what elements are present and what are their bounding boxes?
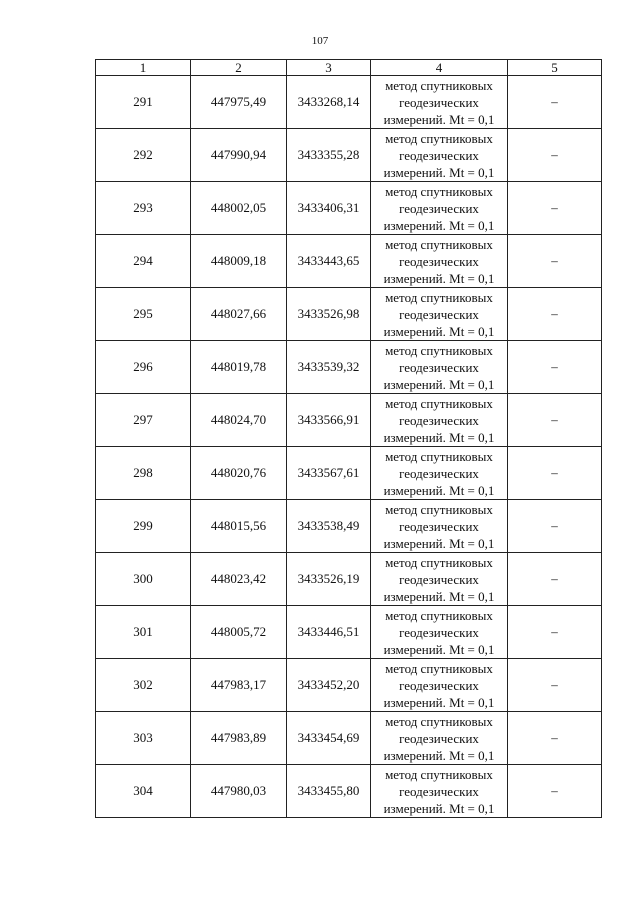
- method-line: метод спутниковых: [385, 766, 493, 782]
- method-cell: [371, 659, 508, 712]
- method-cell: [371, 129, 508, 182]
- point-number-cell: 292: [96, 129, 191, 182]
- method-line: измерений. Mt = 0,1: [383, 164, 495, 180]
- method-line: метод спутниковых: [385, 554, 493, 570]
- method-line: измерений. Mt = 0,1: [383, 800, 495, 816]
- method-cell: [371, 394, 508, 447]
- method-line: геодезических: [399, 94, 479, 110]
- table-row: [96, 288, 602, 341]
- method-line: измерений. Mt = 0,1: [383, 482, 495, 498]
- coordinate-y-cell: 3433539,32: [287, 341, 371, 394]
- coordinate-y-cell: 3433443,65: [287, 235, 371, 288]
- coordinate-x-cell: 448024,70: [191, 394, 287, 447]
- method-line: измерений. Mt = 0,1: [383, 747, 495, 763]
- table-row: [96, 606, 602, 659]
- coordinate-y-cell: 3433355,28: [287, 129, 371, 182]
- coordinate-x-cell: 448009,18: [191, 235, 287, 288]
- method-cell: [371, 288, 508, 341]
- method-cell: [371, 712, 508, 765]
- method-line: геодезических: [399, 465, 479, 481]
- note-cell: –: [508, 235, 602, 288]
- method-line: метод спутниковых: [385, 395, 493, 411]
- coordinate-x-cell: 448002,05: [191, 182, 287, 235]
- point-number-cell: 301: [96, 606, 191, 659]
- coordinate-y-cell: 3433526,98: [287, 288, 371, 341]
- method-line: измерений. Mt = 0,1: [383, 217, 495, 233]
- point-number-cell: 294: [96, 235, 191, 288]
- header-col-4: 4: [371, 60, 508, 76]
- method-line: геодезических: [399, 730, 479, 746]
- note-cell: –: [508, 76, 602, 129]
- table-header: [96, 60, 602, 76]
- method-line: метод спутниковых: [385, 130, 493, 146]
- method-line: метод спутниковых: [385, 342, 493, 358]
- method-line: метод спутниковых: [385, 448, 493, 464]
- note-cell: –: [508, 712, 602, 765]
- method-line: геодезических: [399, 147, 479, 163]
- table-row: [96, 447, 602, 500]
- method-line: геодезических: [399, 306, 479, 322]
- table-row: [96, 129, 602, 182]
- method-line: метод спутниковых: [385, 77, 493, 93]
- point-number-cell: 296: [96, 341, 191, 394]
- note-cell: –: [508, 288, 602, 341]
- coordinate-x-cell: 448005,72: [191, 606, 287, 659]
- method-line: геодезических: [399, 359, 479, 375]
- method-line: метод спутниковых: [385, 183, 493, 199]
- coordinate-x-cell: 447983,17: [191, 659, 287, 712]
- coordinate-x-cell: 448019,78: [191, 341, 287, 394]
- method-cell: [371, 553, 508, 606]
- method-line: измерений. Mt = 0,1: [383, 376, 495, 392]
- coordinate-y-cell: 3433455,80: [287, 765, 371, 818]
- method-line: метод спутниковых: [385, 236, 493, 252]
- method-cell: [371, 76, 508, 129]
- method-line: измерений. Mt = 0,1: [383, 323, 495, 339]
- method-line: геодезических: [399, 412, 479, 428]
- coordinate-y-cell: 3433446,51: [287, 606, 371, 659]
- header-row: [96, 60, 602, 76]
- note-cell: –: [508, 129, 602, 182]
- method-line: измерений. Mt = 0,1: [383, 111, 495, 127]
- point-number-cell: 300: [96, 553, 191, 606]
- coordinate-x-cell: 448015,56: [191, 500, 287, 553]
- coordinate-y-cell: 3433538,49: [287, 500, 371, 553]
- method-line: метод спутниковых: [385, 501, 493, 517]
- coordinate-y-cell: 3433454,69: [287, 712, 371, 765]
- table-row: [96, 341, 602, 394]
- method-line: метод спутниковых: [385, 289, 493, 305]
- method-line: геодезических: [399, 518, 479, 534]
- method-line: метод спутниковых: [385, 713, 493, 729]
- method-line: измерений. Mt = 0,1: [383, 270, 495, 286]
- note-cell: –: [508, 606, 602, 659]
- table-row: [96, 500, 602, 553]
- method-line: измерений. Mt = 0,1: [383, 588, 495, 604]
- method-line: измерений. Mt = 0,1: [383, 429, 495, 445]
- coordinate-y-cell: 3433526,19: [287, 553, 371, 606]
- coordinates-table: [95, 59, 602, 818]
- coordinate-x-cell: 448020,76: [191, 447, 287, 500]
- point-number-cell: 293: [96, 182, 191, 235]
- note-cell: –: [508, 447, 602, 500]
- method-line: измерений. Mt = 0,1: [383, 641, 495, 657]
- note-cell: –: [508, 341, 602, 394]
- coordinate-y-cell: 3433566,91: [287, 394, 371, 447]
- method-cell: [371, 182, 508, 235]
- method-cell: [371, 765, 508, 818]
- header-col-5: 5: [508, 60, 602, 76]
- page-number: 107: [311, 35, 329, 47]
- coordinate-y-cell: 3433452,20: [287, 659, 371, 712]
- point-number-cell: 297: [96, 394, 191, 447]
- method-line: метод спутниковых: [385, 607, 493, 623]
- table-row: [96, 553, 602, 606]
- note-cell: –: [508, 765, 602, 818]
- point-number-cell: 303: [96, 712, 191, 765]
- coordinate-x-cell: 447983,89: [191, 712, 287, 765]
- coordinate-x-cell: 447990,94: [191, 129, 287, 182]
- method-cell: [371, 341, 508, 394]
- coordinate-y-cell: 3433268,14: [287, 76, 371, 129]
- header-col-1: 1: [96, 60, 191, 76]
- point-number-cell: 299: [96, 500, 191, 553]
- coordinate-x-cell: 447975,49: [191, 76, 287, 129]
- table-row: [96, 394, 602, 447]
- point-number-cell: 302: [96, 659, 191, 712]
- table-row: [96, 235, 602, 288]
- point-number-cell: 291: [96, 76, 191, 129]
- note-cell: –: [508, 500, 602, 553]
- note-cell: –: [508, 394, 602, 447]
- method-line: измерений. Mt = 0,1: [383, 694, 495, 710]
- method-line: геодезических: [399, 571, 479, 587]
- method-line: геодезических: [399, 253, 479, 269]
- note-cell: –: [508, 659, 602, 712]
- table-row: [96, 712, 602, 765]
- coordinate-x-cell: 447980,03: [191, 765, 287, 818]
- method-cell: [371, 447, 508, 500]
- method-line: геодезических: [399, 624, 479, 640]
- method-cell: [371, 500, 508, 553]
- table-row: [96, 76, 602, 129]
- method-line: метод спутниковых: [385, 660, 493, 676]
- method-cell: [371, 606, 508, 659]
- table-row: [96, 659, 602, 712]
- method-line: геодезических: [399, 200, 479, 216]
- table-row: [96, 765, 602, 818]
- note-cell: –: [508, 553, 602, 606]
- point-number-cell: 295: [96, 288, 191, 341]
- method-line: измерений. Mt = 0,1: [383, 535, 495, 551]
- coordinate-y-cell: 3433406,31: [287, 182, 371, 235]
- coordinate-y-cell: 3433567,61: [287, 447, 371, 500]
- method-line: геодезических: [399, 783, 479, 799]
- note-cell: –: [508, 182, 602, 235]
- coordinate-x-cell: 448027,66: [191, 288, 287, 341]
- table-body: [96, 76, 602, 818]
- header-col-2: 2: [191, 60, 287, 76]
- point-number-cell: 304: [96, 765, 191, 818]
- method-cell: [371, 235, 508, 288]
- method-line: геодезических: [399, 677, 479, 693]
- header-col-3: 3: [287, 60, 371, 76]
- point-number-cell: 298: [96, 447, 191, 500]
- table-row: [96, 182, 602, 235]
- coordinate-x-cell: 448023,42: [191, 553, 287, 606]
